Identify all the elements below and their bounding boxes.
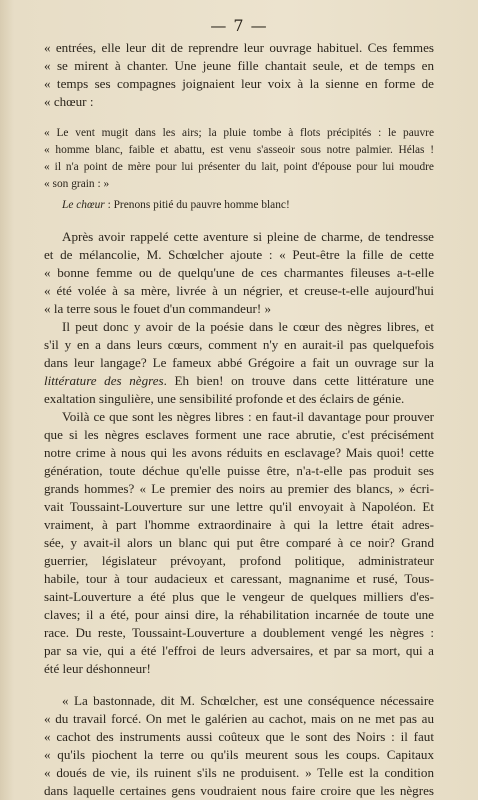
- text-line: « été volée à sa mère, livrée à un négrier, et creuse-t-elle aujourd'hui: [44, 283, 434, 298]
- text-line: Après avoir rappelé cette aventure si pleine de charme, de tendresse: [62, 229, 434, 244]
- text-line: claves; il a été, pour ainsi dire, la réhabilitation incarnée de toute une: [44, 607, 434, 622]
- text-line: guerrier, législateur prévoyant, profond politique, administrateur: [44, 553, 434, 568]
- text-line: vraiment, à part l'homme extraordinaire à qui la lettre était adres-: [44, 517, 434, 532]
- page-number: — 7 —: [210, 16, 268, 35]
- text-line: Voilà ce que sont les nègres libres : en faut-il davantage pour prouver: [62, 409, 434, 424]
- chorus-text: : Prenons pitié du pauvre homme blanc!: [107, 199, 290, 211]
- paragraph-2: [44, 318, 434, 408]
- text-line: été leur déshonneur!: [44, 661, 151, 676]
- text-line: « chœur :: [44, 94, 94, 109]
- text-line: habile, tour à tour audacieux et caressant, magnanime et rusé, Tous-: [44, 571, 434, 586]
- text-line: « entrées, elle leur dit de reprendre leur ouvrage habituel. Ces femmes: [44, 40, 434, 55]
- text-line: « se mirent à chanter. Une jeune fille chantait seule, et de temps en: [44, 58, 434, 73]
- text-line: littérature des nègres. Eh bien! on trouve dans cette littérature une: [44, 373, 434, 388]
- text-line: dans leur langage? Le fameux abbé Grégoire a fait un ouvrage sur la: [44, 355, 434, 370]
- text-line: par sa vie, qui a été l'effroi de leurs adversaires, et par sa mort, qui a: [44, 643, 434, 658]
- text-line: « homme blanc, faible et abattu, est venu s'asseoir sous notre palmier. Hélas !: [44, 144, 434, 156]
- text-line: « son grain : »: [44, 178, 110, 190]
- text-line: dans laquelle certaines gens voudraient nous faire croire que les nègres: [44, 783, 434, 798]
- text-line: « bonne femme ou de quelqu'une de ces charmantes fileuses a-t-elle: [44, 265, 434, 280]
- text-line: saint-Louverture a été plus que le vengeur de quelques milliers d'es-: [44, 589, 434, 604]
- paragraph-3: [44, 408, 434, 678]
- text-line: « cachot des instruments aussi coûteux que le sont des Noirs : il faut: [44, 729, 434, 744]
- chorus-line: [62, 197, 434, 214]
- text-line: « du travail forcé. On met le galérien au cachot, mais on ne met pas au: [44, 711, 434, 726]
- text-line: grands hommes? « Le premier des noirs au premier des blancs, » écri-: [44, 481, 434, 496]
- text-line: « la terre sous le fouet d'un commandeur! »: [44, 301, 272, 316]
- text-line: « doués de vie, ils ruinent s'ils ne produisent. » Telle est la condition: [44, 765, 434, 780]
- intro-quote: [44, 39, 434, 111]
- text-line: « La bastonnade, dit M. Schœlcher, est une conséquence nécessaire: [62, 693, 434, 708]
- text-line: et de mélancolie, M. Schœlcher ajoute : « Peut-être la fille de cette: [44, 247, 434, 262]
- text-line: exaltation singulière, une sensibilité profonde et des éclairs de génie.: [44, 391, 405, 406]
- book-title: littérature des nègres: [44, 373, 164, 388]
- text-line: race. Du reste, Toussaint-Louverture a doublement vengé les nègres :: [44, 625, 434, 640]
- song-quote: [44, 125, 434, 193]
- text-line: « qu'ils piochent la terre ou qu'ils meurent sous les coups. Capitaux: [44, 747, 434, 762]
- text-line: « il n'a point de mère pour lui présenter du lait, point d'épouse pour lui moudre: [44, 161, 434, 173]
- text-line: « Le vent mugit dans les airs; la pluie tombe à flots précipités : le pauvre: [44, 127, 434, 139]
- text-line: Il peut donc y avoir de la poésie dans le cœur des nègres libres, et: [62, 319, 434, 334]
- text-line: s'il y en a dans leurs cœurs, comment n'y en aurait-il pas quelquefois: [44, 337, 434, 352]
- text-line: sée, y avait-il alors un blanc qui put être comparé à ce noir? Grand: [44, 535, 434, 550]
- text-line: que si les nègres esclaves forment une race abrutie, c'est précisément: [44, 427, 434, 442]
- text-line: notre crime à nous qui les avons réduits en esclavage? Mais quoi! cette: [44, 445, 434, 460]
- text-line: vait Toussaint-Louverture sur une lettre qu'il envoyait à Napoléon. Et: [44, 499, 434, 514]
- text-line: génération, toute déchue qu'elle puisse être, n'a-t-elle pas produit ses: [44, 463, 434, 478]
- paragraph-4: [44, 692, 434, 800]
- paragraph-1: [44, 228, 434, 318]
- text-line: « temps ses compagnes joignaient leur voix à la sienne en forme de: [44, 76, 434, 91]
- chorus-label: Le chœur: [62, 199, 105, 211]
